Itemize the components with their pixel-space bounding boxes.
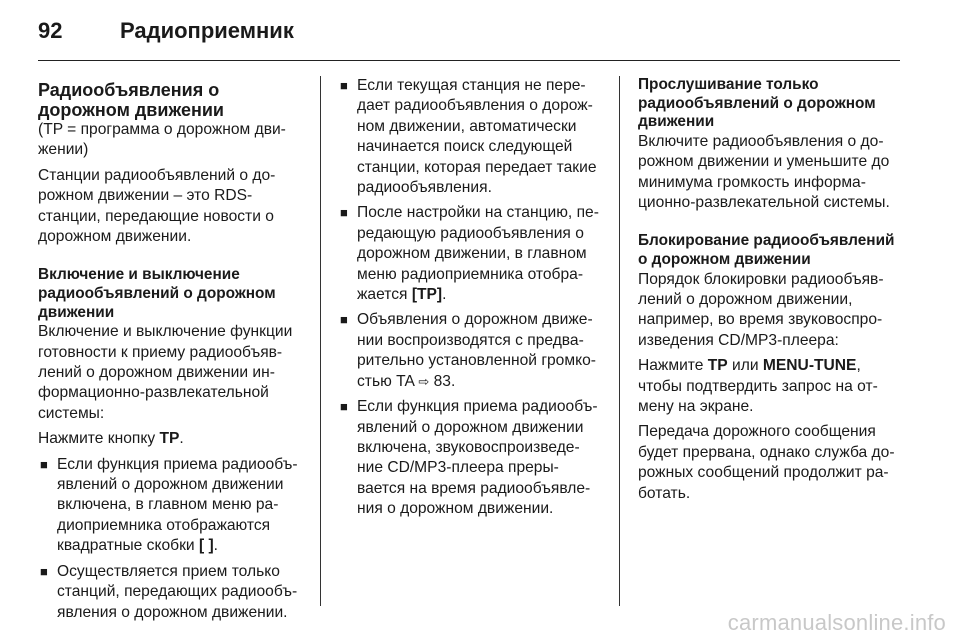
list-item: ■ Объявления о дорожном движе-нии воспроизводятся с предва-рительно установленной громко-стью TA ⇨ 83. (340, 311, 596, 390)
intro-paragraph: Станции радиообъявлений о до-рожном движении – это RDS-станции, передающие новости о дорожном движении. (38, 166, 276, 246)
bullet-icon: ■ (40, 456, 48, 472)
paragraph: Включение и выключение функции готовности к приему радиообъяв-лений о дорожном движении ин-формационно-развлекательной системы: (38, 323, 293, 422)
instruction-paragraph: Нажмите TP или MENU-TUNE, чтобы подтвердить запрос на от-мену на экране. (638, 357, 878, 416)
list-item: ■ Если функция приема радиообъ-явлений о дорожном движении включена, в главном меню ра-диоприемника отображаются квадратные скобки [ ]. (40, 455, 298, 555)
list-item: ■ Если функция приема радиообъ-явлений о дорожном движении включена, звуковоспроизведе-ние CD/MP3-плеера преры-вается на время радиообъявле-ния о дорожном движении. (340, 398, 598, 518)
list-item: ■ После настройки на станцию, пе-редающую радиообъявления о дорожном движении, в главном меню радиоприемника отобра-жается [TP]. (340, 204, 599, 304)
key-label: TP (159, 430, 180, 448)
page-title: Радиоприемник (120, 18, 294, 43)
column-divider-2 (619, 76, 620, 606)
bullet-list (38, 455, 300, 623)
paragraph: Порядок блокировки радиообъяв-лений о дорожном движении, например, во время звуковоспро-изведения CD/MP3-плеера: (638, 270, 884, 349)
page-reference-arrow-icon: ⇨ (418, 373, 430, 389)
key-label: [ ] (198, 537, 214, 555)
page-reference: 83. (433, 372, 456, 390)
heading-subtitle: (TP = программа о дорожном дви-жении) (38, 121, 286, 159)
bullet-list (338, 76, 604, 520)
page-number: 92 (38, 18, 63, 43)
key-label: [TP] (411, 286, 443, 304)
key-label: TP (707, 357, 728, 375)
subsection-title: Блокирование радиообъявлений о дорожном движении (638, 232, 895, 268)
bullet-icon: ■ (340, 312, 348, 328)
column-divider-1 (320, 76, 321, 606)
watermark: carmanualsonline.info (727, 610, 946, 635)
column-3 (638, 76, 902, 509)
subsection-title: Прослушивание только радиообъявлений о дорожном движении (638, 76, 876, 131)
column-1 (38, 76, 300, 628)
instruction-paragraph: Нажмите кнопку TP. (38, 430, 184, 448)
bullet-icon: ■ (340, 205, 348, 221)
column-2 (338, 76, 604, 525)
page-header (38, 18, 900, 61)
bullet-icon: ■ (340, 78, 348, 93)
list-item: ■ Если текущая станция не пере-дает радиообъявления о дорож-ном движении, автоматически начинается поиск следующей станции, которая передает такие радиообъявления. (340, 77, 597, 197)
bullet-icon: ■ (40, 563, 48, 579)
paragraph: Включите радиообъявления о до-рожном движении и уменьшите до минимума громкость информа-ционно-развлекательной системы. (638, 132, 890, 211)
key-label: MENU-TUNE (762, 357, 857, 375)
list-item: ■ Осуществляется прием только станций, передающих радиообъ-явления о дорожном движении. (40, 562, 298, 621)
bullet-icon: ■ (340, 399, 348, 415)
paragraph: Передача дорожного сообщения будет прервана, однако служба до-рожных сообщений продолжит ра-ботать. (638, 423, 895, 502)
subsection-title: Включение и выключение радиообъявлений о дорожном движении (38, 266, 276, 321)
section-heading: Радиообъявления о дорожном движении (38, 80, 224, 120)
